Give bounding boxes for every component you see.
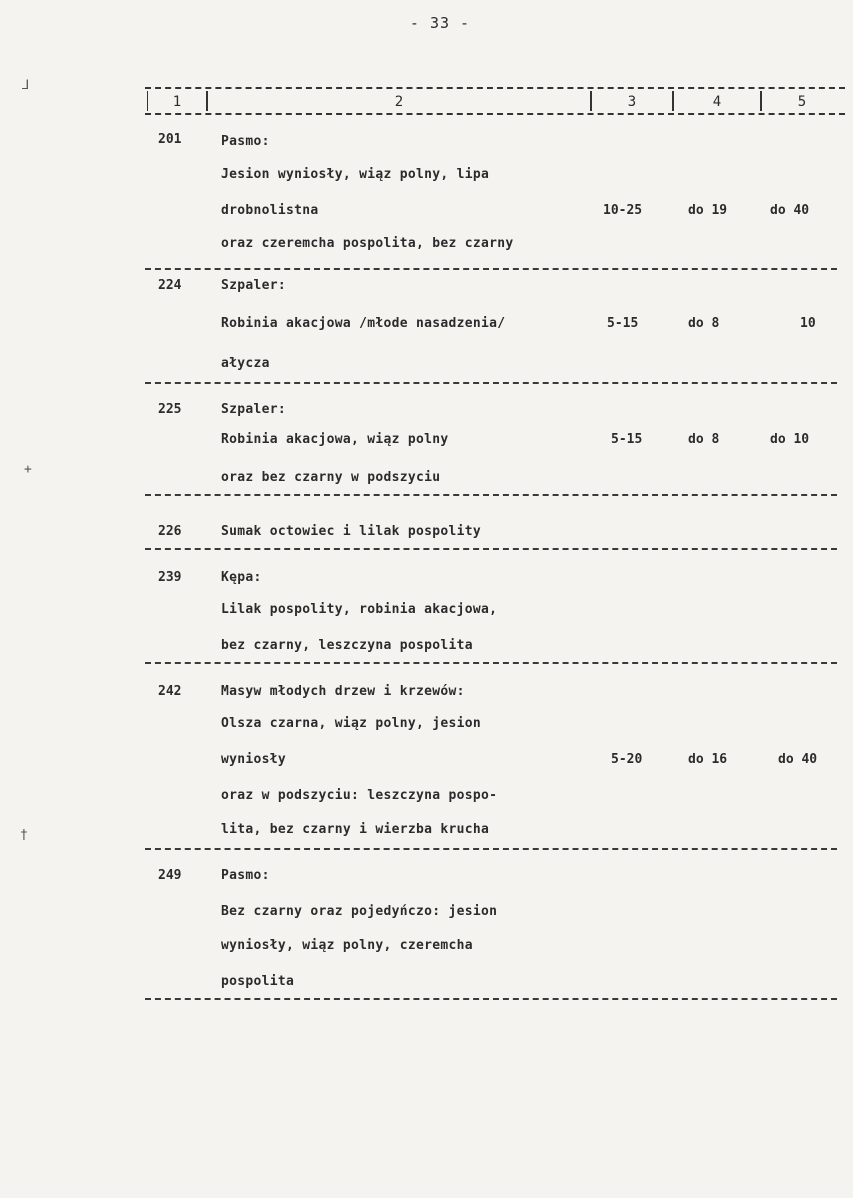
row-text-line: Lilak pospolity, robinia akacjowa,: [221, 602, 498, 617]
margin-mark: +: [24, 462, 32, 477]
table-row: [145, 130, 837, 270]
row-number: 242: [158, 684, 182, 699]
table-row: [145, 682, 837, 850]
margin-mark: †: [20, 828, 28, 843]
row-text-line: Szpaler:: [221, 402, 287, 417]
row-col-5: do 40: [778, 752, 818, 767]
row-col-3: 5-15: [611, 432, 643, 447]
row-text-line: Sumak octowiec i lilak pospolity: [221, 524, 482, 539]
row-number: 239: [158, 570, 182, 585]
row-text-line: Robinia akacjowa, wiąz polny: [221, 432, 449, 447]
row-text-line: Masyw młodych drzew i krzewów:: [221, 684, 465, 699]
row-col-4: do 8: [688, 432, 720, 447]
row-text-line: pospolita: [221, 974, 295, 989]
row-col-3: 5-15: [607, 316, 639, 331]
table-row: [145, 274, 837, 384]
row-text-line: ałycza: [221, 356, 270, 371]
row-number: 226: [158, 524, 182, 539]
row-col-3: 10-25: [603, 203, 643, 218]
row-text-line: Robinia akacjowa /młode nasadzenia/: [221, 316, 506, 331]
row-number: 224: [158, 278, 182, 293]
row-col-4: do 16: [688, 752, 728, 767]
row-text-line: wyniosły: [221, 752, 287, 767]
header-col-5: 5: [761, 91, 842, 111]
row-col-3: 5-20: [611, 752, 643, 767]
row-text-line: wyniosły, wiąz polny, czeremcha: [221, 938, 473, 953]
row-text-line: bez czarny, leszczyna pospolita: [221, 638, 473, 653]
row-col-5: 10: [800, 316, 816, 331]
row-text-line: lita, bez czarny i wierzba krucha: [221, 822, 490, 837]
table-header: [145, 87, 845, 115]
row-col-5: do 40: [770, 203, 810, 218]
row-text-line: Szpaler:: [221, 278, 287, 293]
table-row: [145, 398, 837, 496]
row-number: 249: [158, 868, 182, 883]
header-col-4: 4: [673, 91, 761, 111]
row-text-line: Kępa:: [221, 570, 262, 585]
row-col-5: do 10: [770, 432, 810, 447]
page-number: - 33 -: [409, 14, 471, 32]
margin-mark: ⅃: [22, 78, 30, 93]
row-text-line: Bez czarny oraz pojedyńczo: jesion: [221, 904, 498, 919]
row-col-4: do 8: [688, 316, 720, 331]
row-text-line: drobnolistna: [221, 203, 319, 218]
header-col-3: 3: [591, 91, 673, 111]
row-text-line: Pasmo:: [221, 868, 270, 883]
row-text-line: oraz w podszyciu: leszczyna pospo-: [221, 788, 498, 803]
table-row: [145, 518, 837, 550]
row-number: 225: [158, 402, 182, 417]
row-number: 201: [158, 132, 182, 147]
row-text-line: Pasmo:: [221, 134, 270, 149]
row-text-line: Olsza czarna, wiąz polny, jesion: [221, 716, 482, 731]
row-text-line: oraz bez czarny w podszyciu: [221, 470, 441, 485]
row-text-line: oraz czeremcha pospolita, bez czarny: [221, 236, 514, 251]
row-col-4: do 19: [688, 203, 728, 218]
header-col-1: 1: [147, 91, 207, 111]
table-row: [145, 864, 837, 1000]
row-text-line: Jesion wyniosły, wiąz polny, lipa: [221, 167, 490, 182]
table-row: [145, 566, 837, 664]
header-col-2: 2: [207, 91, 591, 111]
